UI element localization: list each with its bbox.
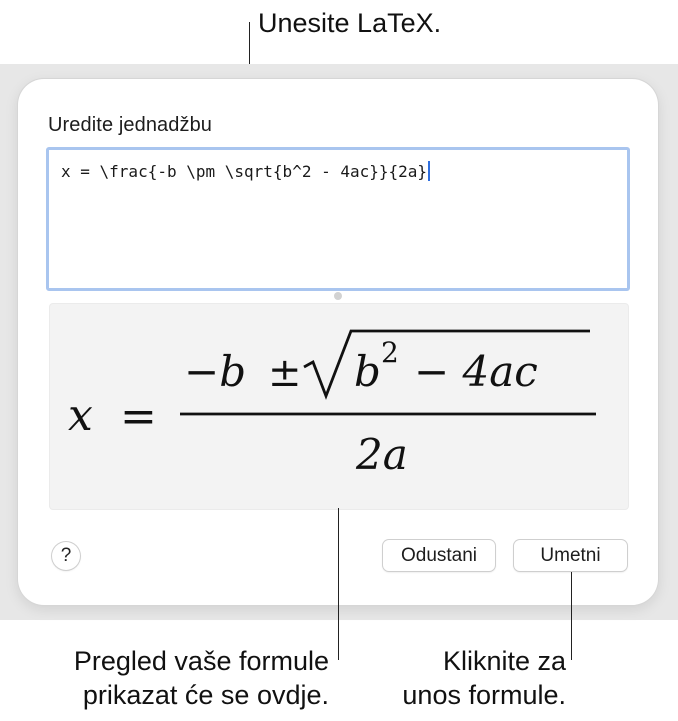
latex-input[interactable] [46,147,630,291]
callout-preview-line-2: prikazat će se ovdje. [82,680,329,710]
formula-plus-minus: ± [268,350,302,396]
callout-preview-line-1: Pregled vaše formule [73,646,329,676]
formula-equals: = [120,391,157,442]
text-caret [428,161,430,181]
latex-text: x = \frac{-b \pm \sqrt{b^2 - 4ac}}{2a} [61,162,428,181]
callout-insert-note [384,644,566,712]
formula-denominator: 2a [356,430,408,479]
latex-input-value [61,161,430,181]
callout-preview-note [59,644,329,712]
callout-insert-line-2: unos formule. [402,680,566,710]
resize-handle[interactable] [334,292,342,300]
dialog-title: Uredite jednadžbu [48,114,213,136]
cancel-button[interactable]: Odustani [383,540,495,571]
formula-preview [49,303,629,510]
formula-preview-render [50,304,628,509]
callout-insert-line-1: Kliknite za [442,646,566,676]
formula-b: b [354,347,381,396]
help-button[interactable]: ? [52,542,80,570]
formula-lhs: x [68,390,93,441]
callout-line-preview [338,508,339,660]
formula-minus-b: −b [184,347,247,396]
callout-latex-hint: Unesite LaTeX. [258,8,442,38]
formula-minus-4ac: − 4ac [414,347,538,396]
callout-line-insert [571,572,572,660]
insert-button[interactable]: Umetni [514,540,627,571]
formula-exponent: 2 [381,336,399,369]
